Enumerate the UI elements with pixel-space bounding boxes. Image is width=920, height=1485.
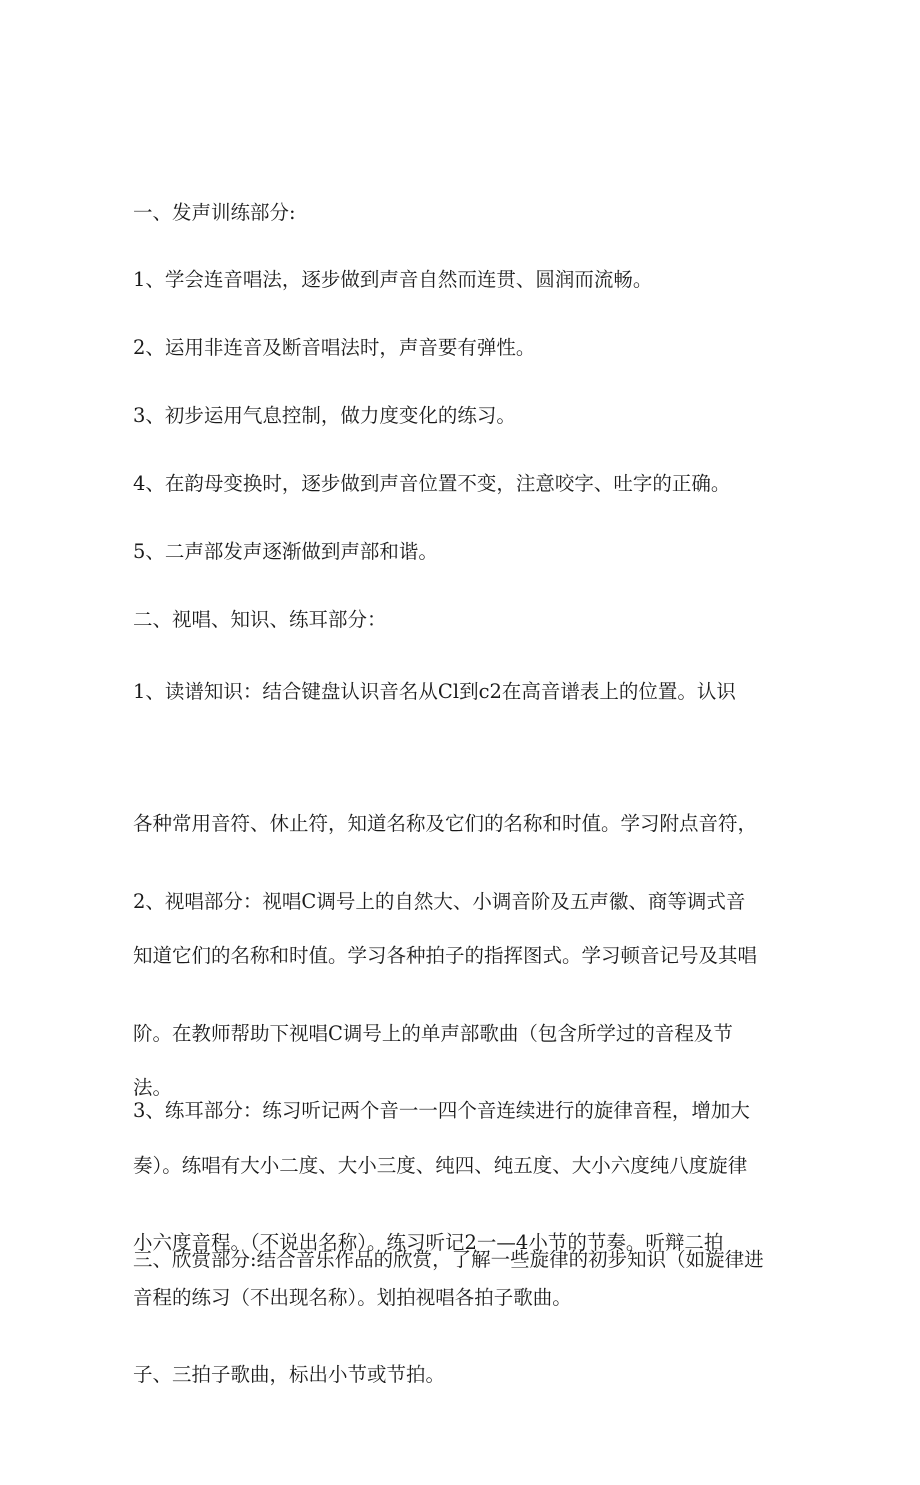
- text-line: 2、运用非连音及断音唱法时，声音要有弹性。: [133, 336, 536, 359]
- text-line: 音程的练习（不出现名称）。划拍视唱各拍子歌曲。: [133, 1286, 572, 1309]
- text-line: 3、练耳部分：练习听记两个音一一四个音连续进行的旋律音程，增加大: [133, 1099, 750, 1122]
- text-line: 三、欣赏部分:结合音乐作品的欣赏，了解一些旋律的初步知识（如旋律进: [133, 1248, 764, 1271]
- text-line: 知道它们的名称和时值。学习各种拍子的指挥图式。学习顿音记号及其唱: [133, 944, 758, 967]
- text-line: 一、发声训练部分:: [133, 201, 296, 224]
- text-line: 1、学会连音唱法，逐步做到声音自然而连贯、圆润而流畅。: [133, 268, 653, 291]
- text-line: 4、在韵母变换时，逐步做到声音位置不变，注意咬字、吐字的正确。: [133, 472, 731, 495]
- text-line: 5、二声部发声逐渐做到声部和谐。: [133, 540, 438, 563]
- text-line: 奏）。练唱有大小二度、大小三度、纯四、纯五度、大小六度纯八度旋律: [133, 1154, 748, 1177]
- text-line: 3、初步运用气息控制，做力度变化的练习。: [133, 404, 516, 427]
- text-line: 1、读谱知识：结合键盘认识音名从Cl到c2在高音谱表上的位置。认识: [133, 680, 736, 703]
- section-heading-appreciation: [133, 1150, 793, 1370]
- text-line: 子、三拍子歌曲，标出小节或节拍。: [133, 1363, 446, 1386]
- text-line: 各种常用音符、休止符，知道名称及它们的名称和时值。学习附点音符，: [133, 812, 758, 835]
- text-line: 小六度音程。（不说出名称）。练习听记2一—4小节的节奏。听辩二拍: [133, 1231, 724, 1254]
- text-line: 法。: [133, 1076, 173, 1099]
- text-line: 二、视唱、知识、练耳部分：: [133, 608, 387, 631]
- text-line: 阶。在教师帮助下视唱C调号上的单声部歌曲（包含所学过的音程及节: [133, 1022, 733, 1045]
- text-line: 2、视唱部分：视唱C调号上的自然大、小调音阶及五声徽、商等调式音: [133, 890, 746, 913]
